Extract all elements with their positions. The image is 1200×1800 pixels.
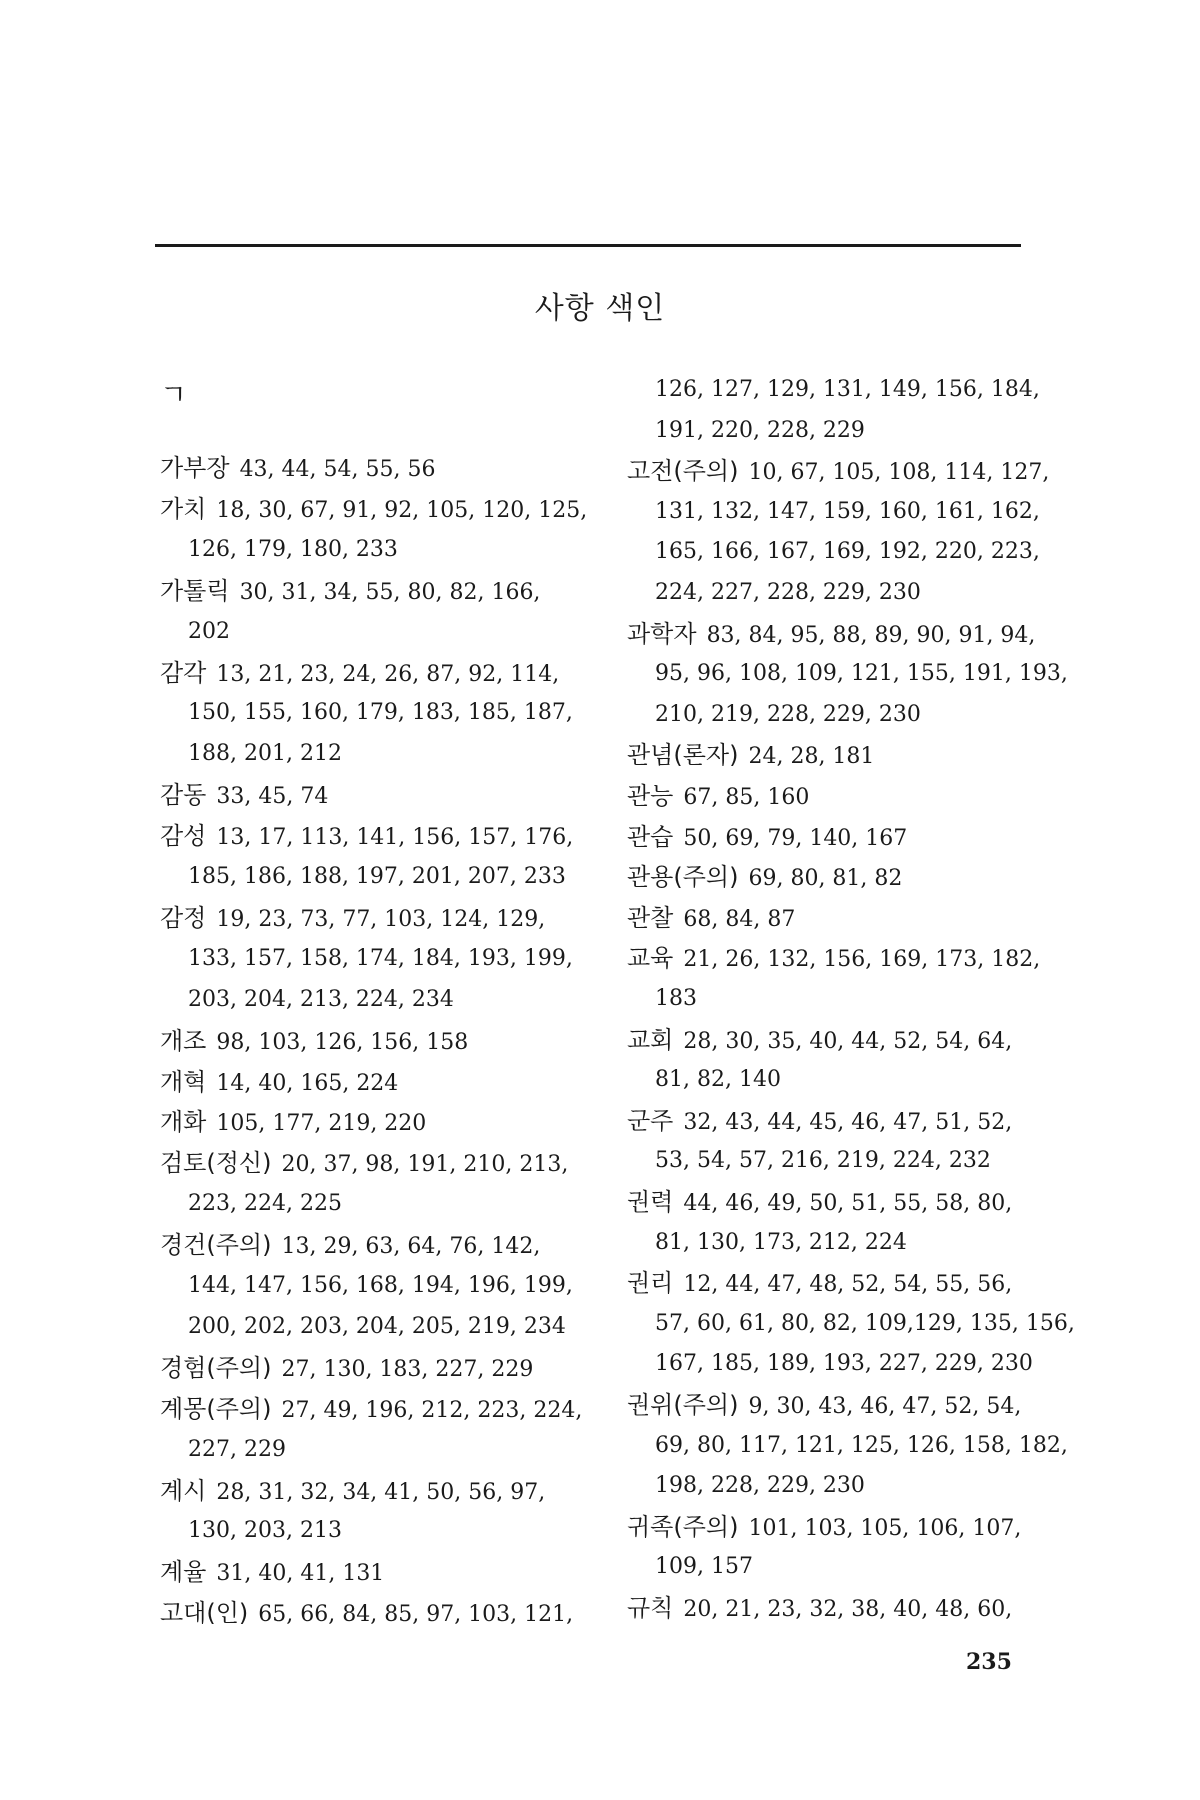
index-pages: 133, 157, 158, 174, 184, 193, 199, [188, 945, 573, 971]
index-entry-continuation [160, 617, 230, 647]
index-entry-continuation [627, 1431, 1068, 1461]
index-pages: 13, 17, 113, 141, 156, 157, 176, [216, 825, 574, 851]
index-pages: 20, 37, 98, 191, 210, 213, [281, 1152, 569, 1178]
index-term: 경건(주의) [160, 1231, 272, 1260]
index-entry [160, 1026, 468, 1058]
index-entry-continuation [627, 416, 865, 446]
index-term: 감성 [160, 822, 207, 851]
index-entry-continuation [627, 1065, 781, 1095]
index-pages: 185, 186, 188, 197, 201, 207, 233 [188, 864, 566, 889]
index-pages: 19, 23, 73, 77, 103, 124, 129, [216, 906, 546, 932]
index-entry-continuation [160, 1516, 342, 1546]
index-pages: 109, 157 [655, 1554, 753, 1580]
index-term: 경험(주의) [160, 1353, 272, 1382]
index-entry [160, 1598, 573, 1630]
index-pages: 33, 45, 74 [216, 784, 329, 810]
index-entry [627, 903, 795, 935]
index-term: 계시 [160, 1476, 207, 1505]
index-term: 계몽(주의) [160, 1394, 272, 1423]
index-pages: 210, 219, 228, 229, 230 [655, 701, 921, 727]
index-pages: 69, 80, 117, 121, 125, 126, 158, 182, [655, 1432, 1068, 1458]
index-entry-continuation [160, 1435, 286, 1465]
index-pages: 18, 30, 67, 91, 92, 105, 120, 125, [216, 497, 588, 523]
index-pages: 24, 28, 181 [748, 744, 875, 770]
index-entry-continuation [160, 1271, 573, 1301]
index-pages: 13, 29, 63, 64, 76, 142, [281, 1234, 541, 1260]
index-term: 가톨릭 [160, 576, 230, 605]
index-term: 감각 [160, 658, 207, 687]
index-pages: 57, 60, 61, 80, 82, 109,129, 135, 156, [655, 1310, 1075, 1336]
index-entry-continuation [160, 944, 573, 974]
index-pages: 13, 21, 23, 24, 26, 87, 92, 114, [216, 661, 560, 687]
index-entry-continuation [160, 985, 454, 1015]
index-entry [160, 1394, 582, 1426]
index-entry [627, 1512, 1021, 1544]
index-pages: 202 [188, 618, 230, 644]
index-entry-continuation [627, 537, 1040, 567]
index-pages: 21, 26, 132, 156, 169, 173, 182, [683, 947, 1041, 973]
index-pages: 27, 49, 196, 212, 223, 224, [281, 1397, 583, 1423]
index-entry [627, 619, 1035, 651]
index-pages: 53, 54, 57, 216, 219, 224, 232 [655, 1148, 991, 1174]
index-pages: 183 [655, 986, 697, 1011]
index-term: 개조 [160, 1026, 207, 1055]
section-letter: ㄱ [160, 378, 188, 411]
index-pages: 224, 227, 228, 229, 230 [655, 580, 921, 605]
index-entry [627, 1390, 1021, 1422]
index-pages: 203, 204, 213, 224, 234 [188, 986, 454, 1012]
index-term: 권력 [627, 1188, 674, 1216]
index-pages: 27, 130, 183, 227, 229 [281, 1356, 534, 1382]
index-entry-continuation [627, 1349, 1033, 1379]
index-entry [160, 1476, 545, 1508]
index-term: 권리 [627, 1269, 674, 1298]
index-term: 계율 [160, 1558, 207, 1587]
index-term: 관용(주의) [627, 863, 739, 892]
index-term: 검토(정신) [160, 1149, 272, 1178]
index-term: 가치 [160, 494, 207, 523]
index-term: 관습 [627, 822, 674, 851]
index-term: 감동 [160, 781, 207, 810]
index-entry [160, 658, 559, 690]
index-entry-continuation [627, 375, 1040, 405]
index-pages: 30, 31, 34, 55, 80, 82, 166, [239, 579, 541, 605]
index-pages: 188, 201, 212 [188, 741, 342, 767]
index-entry-continuation [160, 535, 398, 565]
index-pages: 10, 67, 105, 108, 114, 127, [748, 460, 1050, 486]
index-pages: 131, 132, 147, 159, 160, 161, 162, [655, 498, 1040, 524]
index-entry-continuation [627, 1552, 753, 1582]
index-entry [160, 1230, 540, 1262]
index-pages: 223, 224, 225 [188, 1191, 342, 1217]
index-entry [627, 1268, 1012, 1300]
index-pages: 65, 66, 84, 85, 97, 103, 121, [258, 1602, 574, 1628]
index-pages: 101, 103, 105, 106, 107, [748, 1515, 1022, 1541]
index-pages: 32, 43, 44, 45, 46, 47, 51, 52, [683, 1109, 1013, 1135]
index-term: 가부장 [160, 454, 230, 482]
index-entry [160, 1353, 533, 1385]
index-term: 규칙 [627, 1594, 674, 1622]
index-pages: 227, 229 [188, 1436, 286, 1462]
index-entry [627, 822, 907, 854]
index-pages: 9, 30, 43, 46, 47, 52, 54, [748, 1394, 1022, 1419]
index-entry [160, 1107, 426, 1139]
index-entry [627, 943, 1040, 975]
index-entry [627, 456, 1049, 488]
index-pages: 31, 40, 41, 131 [216, 1561, 385, 1587]
index-entry-continuation [627, 984, 697, 1014]
index-term: 고대(인) [160, 1599, 249, 1628]
index-entry-continuation [160, 739, 342, 769]
index-pages: 167, 185, 189, 193, 227, 229, 230 [655, 1351, 1033, 1377]
index-entry-continuation [627, 700, 921, 730]
index-pages: 81, 82, 140 [655, 1067, 781, 1093]
index-pages: 28, 30, 35, 40, 44, 52, 54, 64, [683, 1028, 1013, 1054]
index-pages: 83, 84, 95, 88, 89, 90, 91, 94, [706, 622, 1036, 648]
index-pages: 150, 155, 160, 179, 183, 185, 187, [188, 700, 573, 726]
index-pages: 69, 80, 81, 82 [748, 866, 903, 892]
top-rule [155, 244, 1021, 247]
index-pages: 68, 84, 87 [683, 906, 796, 932]
index-term: 군주 [627, 1106, 674, 1135]
index-entry [627, 862, 902, 894]
index-entry [160, 821, 573, 853]
index-entry [627, 1106, 1012, 1138]
index-term: 개혁 [160, 1067, 207, 1096]
index-entry-continuation [627, 1228, 907, 1258]
index-term: 관능 [627, 782, 674, 810]
index-pages: 14, 40, 165, 224 [216, 1070, 399, 1096]
index-entry [627, 1187, 1012, 1219]
index-entry-continuation [160, 1189, 342, 1219]
index-entry-continuation [627, 578, 921, 608]
index-pages: 81, 130, 173, 212, 224 [655, 1229, 907, 1255]
index-entry-continuation [627, 1309, 1075, 1339]
index-pages: 50, 69, 79, 140, 167 [683, 825, 908, 851]
index-pages: 198, 228, 229, 230 [655, 1473, 865, 1499]
index-term: 고전(주의) [627, 457, 739, 486]
index-entry-continuation [627, 1471, 865, 1501]
index-pages: 130, 203, 213 [188, 1518, 342, 1544]
index-entry-continuation [627, 1146, 991, 1176]
index-pages: 191, 220, 228, 229 [655, 417, 865, 443]
index-pages: 165, 166, 167, 169, 192, 220, 223, [655, 539, 1040, 565]
index-entry [160, 1067, 398, 1099]
index-pages: 43, 44, 54, 55, 56 [239, 457, 436, 482]
index-entry [160, 903, 545, 935]
index-entry [160, 576, 540, 608]
index-entry [160, 494, 587, 526]
index-entry [160, 1148, 568, 1180]
index-term: 권위(주의) [627, 1391, 739, 1419]
index-term: 관찰 [627, 903, 674, 932]
index-entry-continuation [627, 497, 1040, 527]
index-entry [160, 780, 328, 812]
index-pages: 200, 202, 203, 204, 205, 219, 234 [188, 1313, 566, 1339]
index-term: 관념(론자) [627, 741, 739, 770]
index-pages: 67, 85, 160 [683, 785, 810, 810]
index-entry-continuation [160, 862, 566, 892]
index-pages: 28, 31, 32, 34, 41, 50, 56, 97, [216, 1479, 546, 1505]
index-entry-continuation [627, 659, 1068, 689]
index-pages: 20, 21, 23, 32, 38, 40, 48, 60, [683, 1597, 1013, 1622]
index-entry [160, 1557, 384, 1589]
page-title: 사항 색인 [534, 291, 666, 326]
index-term: 감정 [160, 903, 207, 932]
index-term: 교육 [627, 944, 674, 973]
index-pages: 98, 103, 126, 156, 158 [216, 1029, 469, 1055]
index-entry [160, 453, 435, 485]
index-entry [627, 1025, 1012, 1057]
index-entry-continuation [160, 698, 573, 728]
index-entry [627, 781, 809, 813]
index-term: 개화 [160, 1108, 207, 1137]
index-term: 교회 [627, 1025, 674, 1054]
page-number: 235 [966, 1649, 1012, 1675]
index-term: 귀족(주의) [627, 1512, 739, 1541]
index-entry [627, 740, 874, 772]
index-pages: 95, 96, 108, 109, 121, 155, 191, 193, [655, 661, 1068, 687]
index-entry-continuation [160, 1312, 566, 1342]
index-pages: 126, 179, 180, 233 [188, 536, 398, 562]
index-pages: 105, 177, 219, 220 [216, 1111, 427, 1137]
index-pages: 12, 44, 47, 48, 52, 54, 55, 56, [683, 1272, 1013, 1298]
index-pages: 126, 127, 129, 131, 149, 156, 184, [655, 377, 1040, 402]
index-entry [627, 1593, 1012, 1625]
index-pages: 44, 46, 49, 50, 51, 55, 58, 80, [683, 1191, 1013, 1216]
index-pages: 144, 147, 156, 168, 194, 196, 199, [188, 1273, 573, 1298]
index-term: 과학자 [627, 619, 697, 648]
